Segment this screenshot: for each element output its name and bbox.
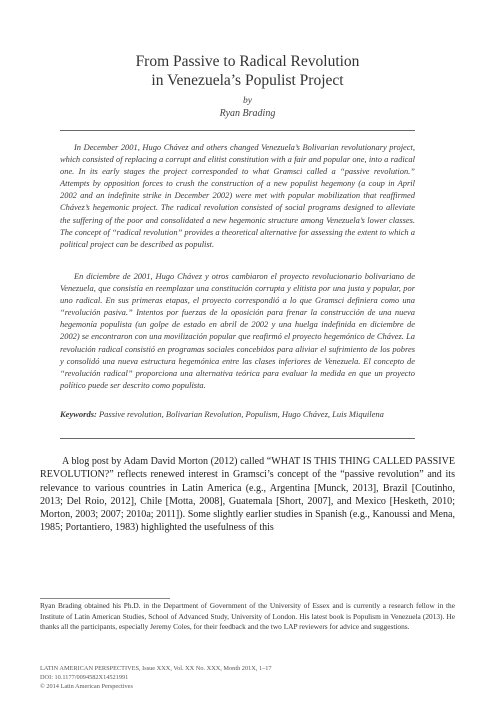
journal-info bbox=[40, 664, 455, 691]
abstract-english bbox=[60, 141, 415, 250]
keywords-label: Keywords: bbox=[60, 409, 97, 419]
abstract-spanish-text: En diciembre de 2001, Hugo Chávez y otros cambiaron el proyecto revolucionario bolivariano de Venezuela, que consistía en reemplazar una constitución corrupta y elitista por una justa y popular, por uno radical. En sus primeras etapas, el proyecto correspondió a lo que Gramsci definiera como una “revolución pasiva.” Intentos por fuerzas de la oposición para frenar la construcción de una nueva hegemonía populista (un golpe de estado en abril de 2002 y una huelga indefinida en diciembre de 2002) se encontraron con una movilización popular que reafirmó el proyecto hegemónico de Chávez. La revolución radical consistió en programas sociales concebidos para aliviar el sufrimiento de los pobres y consolidó una nueva estructura hegemónica entre las clases inferiores de Venezuela. El concepto de “revolución radical” proporciona una alternativa teórica para evaluar la medida en que un proyecto político puede ser descrito como populista. bbox=[60, 271, 415, 390]
byline-by: by bbox=[243, 96, 252, 106]
journal-copyright: © 2014 Latin American Perspectives bbox=[40, 683, 133, 690]
author-footnote: Ryan Brading obtained his Ph.D. in the Department of Government of the University of Essex and is currently a research fellow in the Institute of Latin American Studies, School of Advanced Study, University of London. His latest book is Populism in Venezuela (2013). He thanks all the participants, especially Jeremy Coles, for their feedback and the two LAP reviewers for advice and suggestions. bbox=[40, 601, 455, 632]
keywords-text: Passive revolution, Bolivarian Revolution, Populism, Hugo Chávez, Luis Miquilena bbox=[98, 409, 384, 419]
abstract-bottom-rule bbox=[60, 438, 415, 439]
journal-citation: LATIN AMERICAN PERSPECTIVES, Issue XXX, Vol. XX No. XXX, Month 201X, 1–17 bbox=[40, 665, 272, 672]
footnote-rule bbox=[40, 598, 170, 599]
abstract-spanish bbox=[60, 270, 415, 391]
journal-doi: DOI: 10.1177/0094582X14521991 bbox=[40, 674, 129, 681]
title-line-1: From Passive to Radical Revolution bbox=[135, 53, 360, 70]
abstract-english-text: In December 2001, Hugo Chávez and others changed Venezuela’s Bolivarian revolutionary project, which consisted of replacing a corrupt and elitist constitution with a fair and popular one, into a radical one. In its early stages the project corresponded to what Gramsci called a “passive revolution.” Attempts by opposition forces to crush the construction of a new populist hegemony (a coup in April 2002 and an indefinite strike in December 2002) were met with popular mobilization that reaffirmed Chávez’s hegemonic project. The radical revolution consisted of social programs designed to alleviate the suffering of the poor and consolidated a new hegemonic structure among Venezuela’s lower classes. The concept of “radical revolution” provides a theoretical alternative for assessing the extent to which a political project can be described as populist. bbox=[60, 142, 415, 249]
body-paragraph bbox=[40, 455, 455, 535]
title-line-2: in Venezuela’s Populist Project bbox=[151, 72, 344, 89]
abstract-top-rule bbox=[60, 130, 415, 131]
keywords bbox=[60, 408, 415, 420]
body-paragraph-text: A blog post by Adam David Morton (2012) called “WHAT IS THIS THING CALLED PASSIVE REVOLUTION?” reflects renewed interest in Gramsci’s concept of the “passive revolution” and its relevance to various countries in Latin America (e.g., Argentina [Munck, 2013], Brazil [Coutinho, 2013; Del Roio, 2012], Chile [Motta, 2008], Guatemala [Short, 2007], and Mexico [Hesketh, 2010; Morton, 2003; 2007; 2010a; 2011]). Some slightly earlier studies in Spanish (e.g., Kanoussi and Mena, 1985; Portantiero, 1983) highlighted the usefulness of this bbox=[40, 456, 455, 534]
author-name: Ryan Brading bbox=[219, 108, 276, 119]
article-title bbox=[40, 52, 455, 90]
